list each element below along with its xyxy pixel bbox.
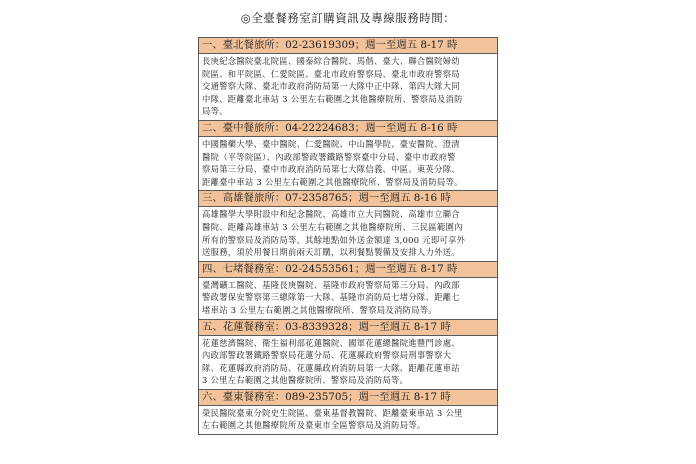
body-line: 榮民醫院臺東分院史生院區、臺東基督教醫院、距離臺東車站 3 公里 [202,407,463,418]
body-line: 醫院（平等院區）、內政部警政署鐵路警察臺中分局、臺中市政府警 [202,151,456,162]
body-line: 長庚紀念醫院臺北院區、國泰綜合醫院、馬偕、臺大、聯合醫院婦幼 [202,56,460,66]
body-line: 堵車站 3 公里左右範圍之其他醫療院所、警察局及消防局等。 [202,304,437,315]
body-line: 察局第三分局、臺中市政府消防局第七大隊信義、中區、東英分隊、 [202,164,460,175]
section-body-taichung [199,136,497,190]
section-body-hualien [199,335,497,389]
body-line: 交通警察大隊、臺北市政府消防局第一大隊中正中隊、第四大隊大同 [202,81,460,92]
section-body-qidu [199,277,497,319]
section-body-kaohsiung [199,206,497,260]
body-line: 高雄醫學大學附設中和紀念醫院、高雄市立大同醫院、高雄市立聯合 [202,209,460,220]
document-title: ◎全臺餐務室訂購資訊及專線服務時間： [240,11,456,25]
body-line: 內政部警政署鐵路警察局花蓮分局、花蓮縣政府警察局刑事警察大 [202,350,452,361]
body-line: 3 公里左右範圍之其他醫療院所、警察局及消防局等。 [202,375,409,386]
section-header-hualien: 五、花蓮餐務室：03-8339328；週一至週五 8-17 時 [199,319,497,335]
body-line: 中國醫藥大學、臺中醫院、仁愛醫院、中山醫學院、臺安醫院、澄清 [202,138,460,149]
section-body-taitung [199,405,497,434]
section-header-taitung: 六、臺東餐務室：089-235705；週一至週五 8-17 時 [199,389,497,405]
section-header-taipei: 一、臺北餐旅所：02-23619309；週一至週五 8-17 時 [199,38,497,53]
section-body-taipei [199,53,497,120]
body-line: 左右範圍之其他醫療院所及臺東市全區警察局及消防局等。 [202,420,426,431]
service-info-table [198,37,498,435]
body-line: 送服務，須於用餐日期前兩天訂購，以利餐點製備及安排人力外送。 [202,247,460,258]
section-header-qidu: 四、七堵餐務室：02-24553561；週一至週五 8-17 時 [199,261,497,277]
section-header-taichung: 二、臺中餐旅所：04-22224683；週一至週五 8-16 時 [199,120,497,136]
body-line: 所有的警察局及消防局等。其餘地點如外送金額達 3,000 元即可享外 [202,234,466,245]
body-line: 警政署保安警察第三總隊第一大隊、基隆市消防局七堵分隊、距離七 [202,292,460,303]
section-header-kaohsiung: 三、高雄餐旅所：07-2358765；週一至週五 8-16 時 [199,190,497,206]
body-line: 局等。 [202,106,228,117]
body-line: 院區、和平院區、仁愛院區、臺北市政府警察局、臺北市政府警察局 [202,68,460,79]
body-line: 醫院、距離高雄車站 3 公里左右範圍之其他醫療院所、三民區範圍內 [202,221,463,232]
body-line: 隊、花蓮縣政府消防局、花蓮縣政府消防局第一大隊、距離花蓮車站 [202,362,460,373]
body-line: 花蓮慈濟醫院、衛生福利部花蓮醫院、國軍花蓮總醫院進豐門診處、 [202,337,460,348]
body-line: 距離臺中車站 3 公里左右範圍之其他醫療院所、警察局及消防局等。 [202,176,463,187]
body-line: 臺灣礦工醫院、基隆長庚醫院、基隆市政府警察局第三分局、內政部 [202,279,460,290]
body-line: 中隊、距離臺北車站 3 公里左右範圍之其他醫療院所、警察局及消防 [202,93,463,104]
